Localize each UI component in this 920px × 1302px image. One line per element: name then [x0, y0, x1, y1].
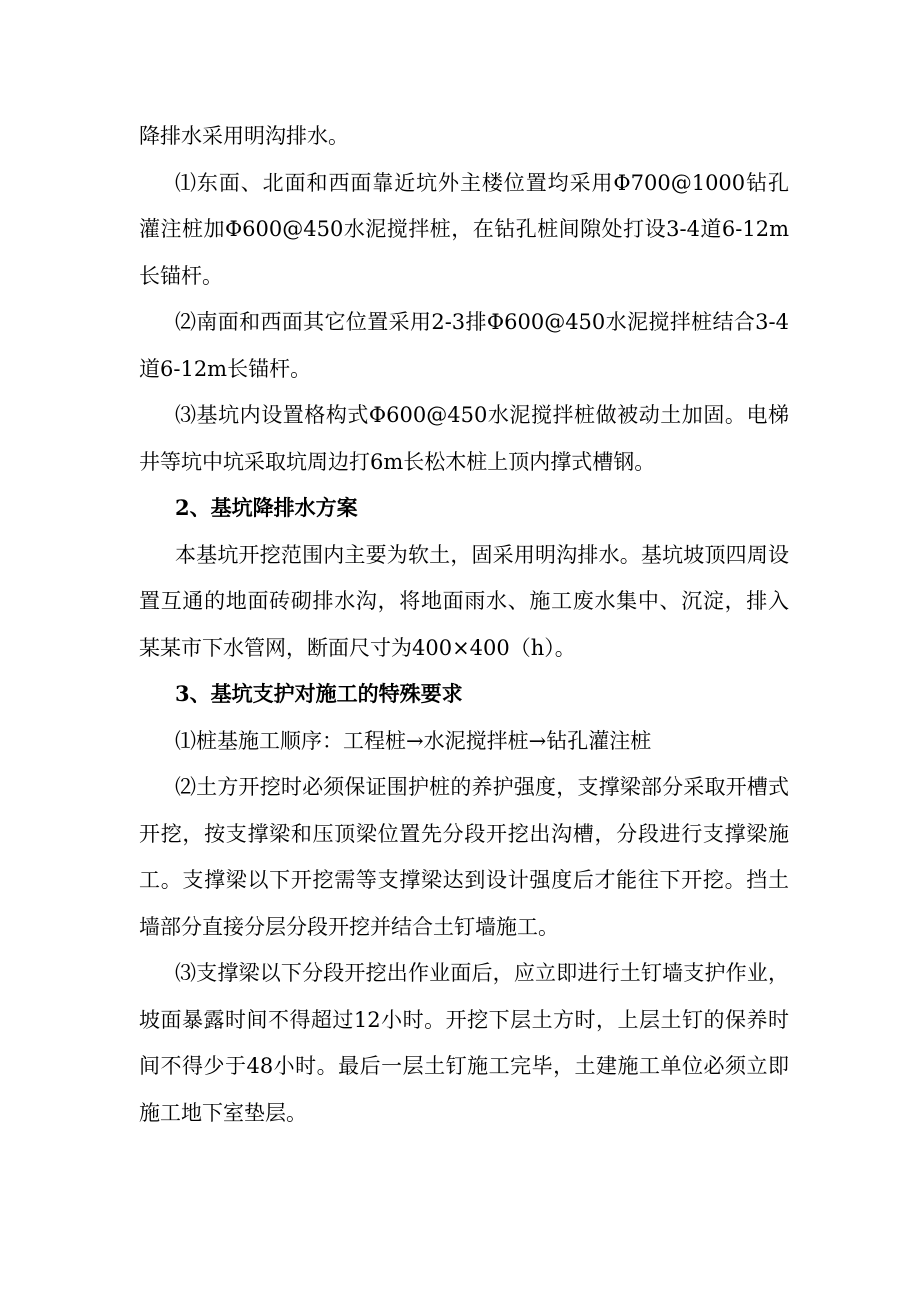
document-body — [139, 113, 789, 1136]
paragraph-item-2-south-west: ⑵南面和西面其它位置采用2-3排Φ600@450水泥搅拌桩结合3-4道6-12m长锚杆。 — [139, 310, 789, 381]
section-heading-dewatering-plan: 2、基坑降排水方案 — [175, 495, 358, 520]
paragraph-item-1-east-north-west: ⑴东面、北面和西面靠近坑外主楼位置均采用Φ700@1000钻孔灌注桩加Φ600@450水泥搅拌桩，在钻孔桩间隙处打设3-4道6-12m长锚杆。 — [139, 170, 789, 288]
paragraph-requirement-3-soil-nailing: ⑶支撑梁以下分段开挖出作业面后，应立即进行土钉墙支护作业，坡面暴露时间不得超过12小时。开挖下层土方时，上层土钉的保养时间不得少于48小时。最后一层土钉施工完毕，土建施工单位必须立即施工地下室垫层。 — [139, 961, 789, 1125]
paragraph-requirement-2-excavation: ⑵土方开挖时必须保证围护桩的养护强度，支撑梁部分采取开槽式开挖，按支撑梁和压顶梁位置先分段开挖出沟槽，分段进行支撑梁施工。支撑梁以下开挖需等支撑梁达到设计强度后才能往下开挖。挡土墙部分直接分层分段开挖并结合土钉墙施工。 — [139, 775, 789, 939]
paragraph-drainage-intro: 降排水采用明沟排水。 — [139, 124, 349, 148]
paragraph-item-3-pit-reinforcement: ⑶基坑内设置格构式Φ600@450水泥搅拌桩做被动土加固。电梯井等坑中坑采取坑周边打6m长松木桩上顶内撑式槽钢。 — [139, 403, 789, 474]
paragraph-dewatering-description: 本基坑开挖范围内主要为软土，固采用明沟排水。基坑坡顶四周设置互通的地面砖砌排水沟，将地面雨水、施工废水集中、沉淀，排入某某市下水管网，断面尺寸为400×400（h）。 — [139, 542, 789, 660]
section-heading-special-requirements: 3、基坑支护对施工的特殊要求 — [175, 681, 463, 706]
paragraph-requirement-1-sequence: ⑴桩基施工顺序：工程桩→水泥搅拌桩→钻孔灌注桩 — [175, 728, 652, 753]
